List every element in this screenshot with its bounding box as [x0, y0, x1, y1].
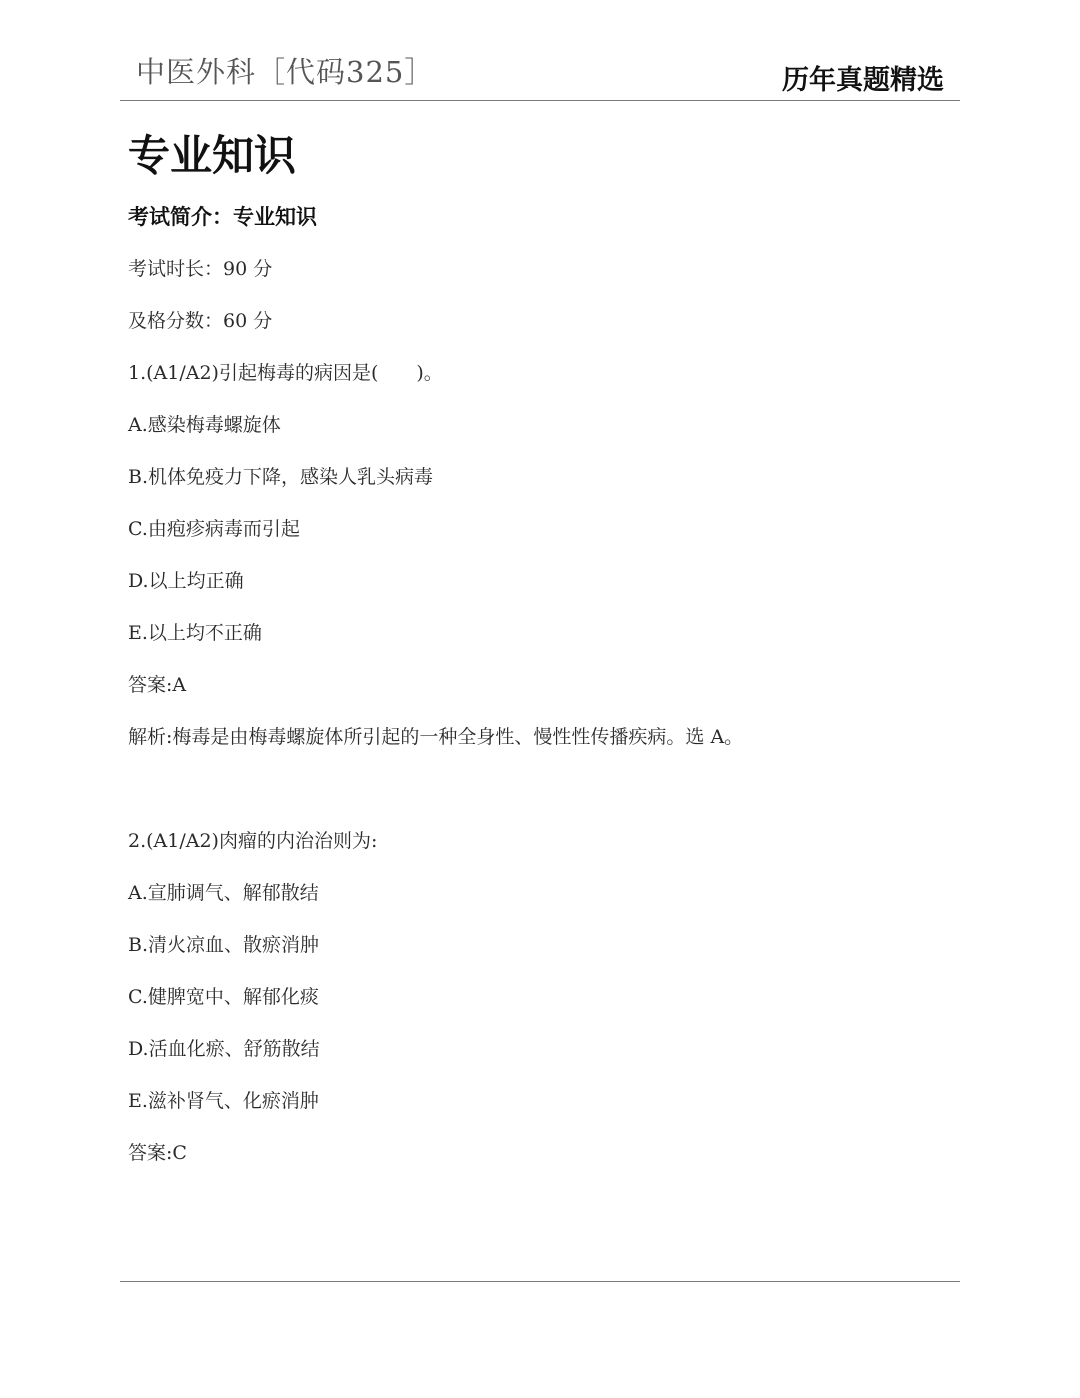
question-analysis: 解析:梅毒是由梅毒螺旋体所引起的一种全身性、慢性性传播疾病。选 A。 [128, 726, 744, 748]
header-subject: 中医外科［代码325］ [136, 55, 435, 89]
header-series: 历年真题精选 [782, 65, 944, 96]
question-option: C.健脾宽中、解郁化痰 [128, 986, 319, 1008]
exam-duration: 考试时长：90 分 [128, 258, 273, 280]
page-content [128, 124, 948, 1190]
question-spacer [128, 774, 948, 826]
question-option: E.滋补肾气、化瘀消肿 [128, 1090, 319, 1112]
question-option: D.活血化瘀、舒筋散结 [128, 1038, 320, 1060]
question-option: E.以上均不正确 [128, 622, 262, 644]
pass-score: 及格分数：60 分 [128, 310, 273, 332]
question-stem: 2.(A1/A2)肉瘤的内治治则为: [128, 830, 378, 852]
intro-heading: 考试简介：专业知识 [128, 205, 317, 229]
question-option: C.由疱疹病毒而引起 [128, 518, 300, 540]
question-option: B.清火凉血、散瘀消肿 [128, 934, 320, 956]
question-answer: 答案:A [128, 674, 187, 696]
question-stem: 1.(A1/A2)引起梅毒的病因是( )。 [128, 362, 443, 384]
header-divider [120, 100, 960, 101]
page-title: 专业知识 [128, 131, 297, 180]
footer-divider [120, 1281, 960, 1282]
question-option: B.机体免疫力下降，感染人乳头病毒 [128, 466, 434, 488]
question-answer: 答案:C [128, 1142, 187, 1164]
question-option: A.感染梅毒螺旋体 [128, 414, 281, 436]
question-option: A.宣肺调气、解郁散结 [128, 882, 319, 904]
question-option: D.以上均正确 [128, 570, 244, 592]
